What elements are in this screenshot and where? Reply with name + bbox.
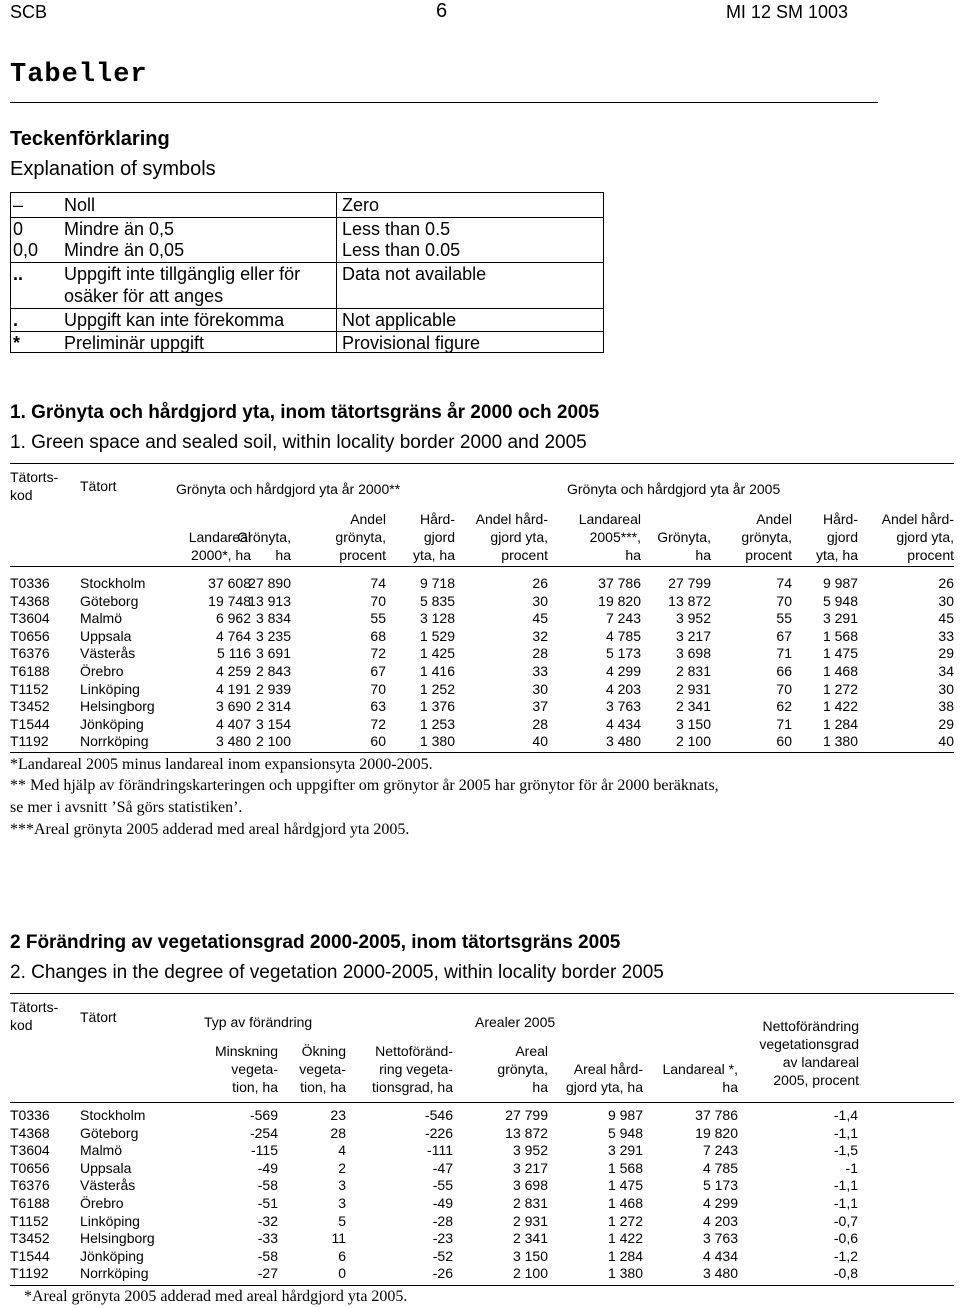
locality-code: T3452 (10, 698, 50, 715)
table2-col-header: Areal hård- gjord yta, ha (565, 1061, 643, 1095)
locality-code: T0656 (10, 627, 50, 644)
locality-name: Linköping (80, 1212, 140, 1229)
legend-en: Not applicable (342, 310, 457, 330)
table-cell: 4 259 (215, 663, 251, 679)
table-cell: 1 425 (419, 645, 455, 662)
locality-code: T0336 (10, 1107, 50, 1123)
table1-footnote: ***Areal grönyta 2005 adderad med areal hårdgjord yta 2005. (10, 821, 410, 838)
table-cell: -58 (257, 1177, 278, 1194)
table2-col-code: Tätorts- kod (10, 999, 59, 1033)
table2-bottom-rule (10, 1285, 954, 1286)
table-cell: 30 (938, 592, 954, 609)
table-cell: 1 380 (419, 733, 455, 750)
table1-col-name: Tätort (80, 478, 117, 494)
table-cell: 7 243 (702, 1142, 738, 1159)
table-row (0, 575, 960, 593)
locality-name: Uppsala (80, 627, 132, 644)
locality-name: Jönköping (80, 1247, 144, 1264)
table-cell: 1 416 (419, 663, 455, 679)
legend-sv: Preliminär uppgift (64, 333, 205, 353)
locality-code: T6188 (10, 663, 50, 679)
table-cell: -51 (257, 1195, 278, 1211)
table2-col-header: Landareal *, ha (662, 1061, 738, 1095)
table-cell: 2 100 (675, 733, 711, 750)
table1-title-sv: 1. Grönyta och hårdgjord yta, inom tätortsgräns år 2000 och 2005 (10, 402, 600, 423)
locality-code: T1544 (10, 715, 50, 732)
table-row (0, 698, 960, 716)
table-cell: 3 690 (215, 698, 251, 715)
table-cell: 29 (938, 645, 954, 662)
table1-col-header: Grönyta, ha (657, 529, 711, 563)
table-cell: 60 (776, 733, 792, 750)
table1-group-2000: Grönyta och hårdgjord yta år 2000** (176, 481, 401, 497)
table1-col-header: Grönyta, ha (237, 529, 291, 563)
table-cell: -52 (432, 1247, 453, 1264)
table-cell: -546 (424, 1107, 453, 1123)
page-title: Tabeller (10, 60, 148, 90)
table-cell: 1 568 (822, 627, 858, 644)
table-cell: 5 948 (822, 592, 858, 609)
table-cell: 19 820 (695, 1124, 738, 1141)
table-cell: 5 116 (217, 645, 251, 662)
table2-group-area: Arealer 2005 (475, 1014, 556, 1030)
table1-top-rule (10, 463, 954, 464)
locality-code: T3452 (10, 1230, 50, 1247)
legend-symbol: 0,0 (13, 240, 39, 260)
table-cell: 37 786 (695, 1107, 738, 1123)
table-cell: 2 (338, 1159, 346, 1176)
table-cell: 66 (776, 663, 792, 679)
table-row (0, 733, 960, 751)
table1-col-header: Andel hård- gjord yta, procent (881, 511, 954, 563)
locality-code: T1544 (10, 1247, 50, 1264)
legend-table (10, 192, 604, 353)
table2-top-rule (10, 993, 954, 994)
legend-sv-cont: osäker för att anges (64, 286, 224, 306)
table-cell: 1 376 (419, 698, 455, 715)
table1-col-header: Landareal 2000*, ha (188, 529, 251, 563)
locality-name: Malmö (80, 610, 123, 627)
table-cell: 40 (532, 733, 548, 750)
table-cell: 19 820 (598, 592, 641, 609)
table-cell: 2 931 (675, 680, 711, 697)
table-cell: 3 691 (255, 645, 291, 662)
legend-heading-sv: Teckenförklaring (10, 128, 170, 150)
table-row (0, 663, 960, 681)
table-cell: 1 422 (822, 698, 858, 715)
locality-name: Göteborg (80, 592, 139, 609)
table-cell: 1 475 (607, 1177, 643, 1194)
table-cell: 5 835 (419, 592, 455, 609)
table-cell: 7 243 (605, 610, 641, 627)
table2-title-sv: 2 Förändring av vegetationsgrad 2000-2005, inom tätortsgräns 2005 (10, 932, 621, 953)
table-cell: 4 764 (215, 627, 251, 644)
table-cell: 28 (532, 645, 548, 662)
table-cell: 3 698 (512, 1177, 548, 1194)
locality-name: Linköping (80, 680, 140, 697)
table-cell: 3 698 (675, 645, 711, 662)
table-cell: 5 (338, 1212, 346, 1229)
locality-name: Västerås (80, 1177, 136, 1194)
legend-heading-en: Explanation of symbols (10, 158, 216, 180)
locality-name: Norrköping (80, 1265, 149, 1282)
table1-col-header: Hård- gjord yta, ha (412, 511, 455, 563)
table-cell: 1 380 (822, 733, 858, 750)
table-cell: 3 128 (419, 610, 455, 627)
table-cell: 29 (938, 715, 954, 732)
table-cell: 6 (338, 1247, 346, 1264)
locality-name: Örebro (80, 663, 124, 679)
table-row (0, 1195, 960, 1213)
table-cell: 33 (532, 663, 548, 679)
table-cell: 2 931 (512, 1212, 548, 1229)
locality-name: Malmö (80, 1142, 123, 1159)
table-cell: 70 (776, 680, 792, 697)
table-cell: -1,4 (833, 1107, 858, 1123)
locality-code: T4368 (10, 592, 50, 609)
table-cell: 70 (776, 592, 792, 609)
table1-col-header: Andel hård- gjord yta, procent (475, 511, 548, 563)
table-cell: 1 529 (419, 627, 455, 644)
table-cell: 9 987 (822, 575, 858, 591)
table-cell: 5 173 (702, 1177, 738, 1194)
table-cell: 1 422 (607, 1230, 643, 1247)
locality-code: T1192 (10, 733, 49, 750)
table-cell: -111 (427, 1142, 453, 1159)
locality-code: T6188 (10, 1195, 50, 1211)
table-cell: 71 (776, 645, 792, 662)
table-cell: 1 468 (607, 1195, 643, 1211)
table-cell: -26 (432, 1265, 453, 1282)
table-cell: 4 191 (215, 680, 251, 697)
table-cell: -569 (249, 1107, 278, 1123)
table-row (0, 645, 960, 663)
legend-en: Data not available (342, 264, 487, 284)
locality-name: Göteborg (80, 1124, 139, 1141)
legend-sv: Noll (64, 195, 96, 215)
table1-group-2005: Grönyta och hårdgjord yta år 2005 (567, 481, 781, 497)
table-cell: 60 (370, 733, 386, 750)
table-cell: 3 (338, 1177, 346, 1194)
table-cell: 3 480 (702, 1265, 738, 1282)
table-cell: -32 (257, 1212, 278, 1229)
table1-col-header: Andel grönyta, procent (741, 511, 792, 563)
table-row (0, 628, 960, 646)
locality-name: Västerås (80, 645, 136, 662)
table-cell: 4 203 (605, 680, 641, 697)
table-cell: 1 272 (607, 1212, 643, 1229)
legend-en: Less than 0.05 (342, 240, 461, 260)
table-cell: -55 (432, 1177, 453, 1194)
table-cell: -1,5 (833, 1142, 858, 1159)
table-cell: 71 (776, 715, 792, 732)
table2-col-header: Areal grönyta, ha (497, 1043, 548, 1095)
table-cell: 26 (532, 575, 548, 591)
table-cell: 55 (370, 610, 386, 627)
table-cell: 3 834 (255, 610, 291, 627)
table-cell: 37 608 (208, 575, 251, 591)
header-right: MI 12 SM 1003 (725, 2, 848, 22)
table-cell: 40 (938, 733, 954, 750)
table-cell: 27 799 (668, 575, 711, 591)
table-cell: 11 (331, 1230, 346, 1247)
table-cell: 3 952 (675, 610, 711, 627)
locality-name: Uppsala (80, 1159, 132, 1176)
table-cell: 2 831 (512, 1195, 548, 1211)
table-cell: 37 786 (598, 575, 641, 591)
table-cell: 4 299 (605, 663, 641, 679)
table-cell: 67 (776, 627, 792, 644)
table-cell: 32 (532, 627, 548, 644)
table-cell: 13 913 (248, 592, 291, 609)
table-cell: 3 480 (215, 733, 251, 750)
table-row (0, 1213, 960, 1231)
legend-sv: Uppgift inte tillgänglig eller för (64, 264, 301, 284)
table-cell: 4 434 (702, 1247, 738, 1264)
table2-col-name: Tätort (80, 1009, 117, 1025)
table-cell: 68 (370, 627, 386, 644)
locality-name: Stockholm (80, 1107, 146, 1123)
table-cell: 1 253 (419, 715, 455, 732)
table-cell: -1,1 (833, 1124, 858, 1141)
table-cell: 2 100 (255, 733, 291, 750)
table-cell: 38 (938, 698, 954, 715)
table-cell: 45 (938, 610, 954, 627)
table-cell: 74 (370, 575, 386, 591)
legend-en: Less than 0.5 (342, 219, 451, 239)
table-cell: 2 831 (675, 663, 711, 679)
table-cell: 3 291 (607, 1142, 643, 1159)
header-left: SCB (10, 2, 48, 22)
table1-bottom-rule (10, 752, 954, 753)
table1-title-en: 1. Green space and sealed soil, within locality border 2000 and 2005 (10, 432, 587, 453)
legend-symbol: . (13, 310, 19, 330)
page-number: 6 (436, 0, 448, 22)
table-cell: -0,6 (833, 1230, 858, 1247)
table-cell: -49 (432, 1195, 453, 1211)
locality-code: T3604 (10, 1142, 50, 1159)
table2-col-header: Nettoföränd- ring vegeta- tionsgrad, ha (372, 1043, 453, 1095)
table-cell: 70 (370, 680, 386, 697)
table-row (0, 1177, 960, 1195)
table-cell: 3 763 (702, 1230, 738, 1247)
table2-group-change: Typ av förändring (204, 1014, 313, 1030)
table-cell: 6 962 (215, 610, 251, 627)
table-cell: 4 434 (605, 715, 641, 732)
legend-en: Provisional figure (342, 333, 481, 353)
table-cell: 3 150 (512, 1247, 548, 1264)
table-cell: 28 (532, 715, 548, 732)
table-cell: -254 (249, 1124, 278, 1141)
locality-name: Stockholm (80, 575, 146, 591)
table-cell: 4 785 (702, 1159, 738, 1176)
title-rule (10, 102, 878, 103)
table-cell: 3 (338, 1195, 346, 1211)
table2-col-header: Minskning vegeta- tion, ha (214, 1043, 278, 1095)
table1-footnote: ** Med hjälp av förändringskarteringen och uppgifter om grönytor år 2005 har grönytor för år 2000 beräknats, (10, 777, 719, 794)
legend-en: Zero (342, 195, 380, 215)
table-cell: 13 872 (505, 1124, 548, 1141)
table-row (0, 1230, 960, 1248)
table-cell: 3 154 (255, 715, 291, 732)
locality-name: Jönköping (80, 715, 144, 732)
locality-code: T6376 (10, 1177, 50, 1194)
table1-col-header: Andel grönyta, procent (335, 511, 386, 563)
table1-col-code: Tätorts- kod (10, 469, 59, 503)
table-cell: 72 (370, 715, 386, 732)
table-cell: -1,2 (833, 1247, 858, 1264)
table-cell: 2 341 (675, 698, 711, 715)
table2-header-rule (10, 1102, 954, 1103)
table-cell: 27 890 (248, 575, 291, 591)
locality-name: Helsingborg (80, 698, 155, 715)
table-cell: 1 475 (822, 645, 858, 662)
table-cell: 23 (330, 1107, 346, 1123)
table-cell: -27 (257, 1265, 278, 1282)
table2-title-en: 2. Changes in the degree of vegetation 2000-2005, within locality border 2005 (10, 962, 664, 983)
table-cell: 2 314 (255, 698, 291, 715)
legend-sv: Uppgift kan inte förekomma (64, 310, 285, 330)
table-cell: -58 (257, 1247, 278, 1264)
table-row (0, 1248, 960, 1266)
table-cell: 0 (338, 1265, 346, 1282)
table-cell: -0,7 (833, 1212, 858, 1229)
table-cell: 1 568 (607, 1159, 643, 1176)
table-cell: 4 299 (702, 1195, 738, 1211)
table-cell: 4 (338, 1142, 346, 1159)
table-cell: 27 799 (505, 1107, 548, 1123)
legend-symbol: 0 (13, 219, 24, 239)
table-cell: 3 291 (822, 610, 858, 627)
table-cell: 45 (532, 610, 548, 627)
table-cell: 67 (370, 663, 386, 679)
table-cell: 13 872 (668, 592, 711, 609)
table-row (0, 1125, 960, 1143)
table-row (0, 716, 960, 734)
locality-name: Helsingborg (80, 1230, 155, 1247)
table-cell: 9 718 (419, 575, 455, 591)
table-row (0, 681, 960, 699)
table1-col-header: Landareal 2005***, ha (578, 511, 641, 563)
table-cell: 28 (330, 1124, 346, 1141)
table-cell: -33 (257, 1230, 278, 1247)
table-cell: 72 (370, 645, 386, 662)
locality-code: T6376 (10, 645, 50, 662)
locality-code: T4368 (10, 1124, 50, 1141)
table-cell: -23 (432, 1230, 453, 1247)
table-cell: 1 468 (822, 663, 858, 679)
table-cell: 3 480 (605, 733, 641, 750)
locality-code: T0336 (10, 575, 50, 591)
table-row (0, 1107, 960, 1125)
table-cell: 2 843 (255, 663, 291, 679)
table-cell: -1,1 (833, 1177, 858, 1194)
table-cell: 1 284 (607, 1247, 643, 1264)
table-cell: 2 939 (255, 680, 291, 697)
table-cell: -47 (432, 1159, 453, 1176)
legend-sv: Mindre än 0,5 (64, 219, 175, 239)
table-cell: 9 987 (607, 1107, 643, 1123)
table-cell: -49 (257, 1159, 278, 1176)
table-cell: 19 748 (208, 592, 251, 609)
table-cell: 1 252 (419, 680, 455, 697)
table2-footnote: *Areal grönyta 2005 adderad med areal hårdgjord yta 2005. (24, 1288, 408, 1305)
table-cell: -1,1 (833, 1195, 858, 1211)
table-cell: 3 150 (675, 715, 711, 732)
table-row (0, 593, 960, 611)
table-cell: 30 (532, 680, 548, 697)
table-row (0, 610, 960, 628)
table-cell: 4 407 (215, 715, 251, 732)
table-cell: 5 173 (605, 645, 641, 662)
locality-code: T3604 (10, 610, 50, 627)
table-row (0, 1142, 960, 1160)
table1-footnote: se mer i avsnitt ’Så görs statistiken’. (10, 799, 243, 816)
table-row (0, 1160, 960, 1178)
legend-sv: Mindre än 0,05 (64, 240, 185, 260)
locality-name: Norrköping (80, 733, 149, 750)
table-cell: 33 (938, 627, 954, 644)
table-cell: 34 (938, 663, 954, 679)
table-cell: -28 (432, 1212, 453, 1229)
table-row (0, 1265, 960, 1283)
table1-footnote: *Landareal 2005 minus landareal inom expansionsyta 2000-2005. (10, 756, 433, 773)
legend-symbol: – (13, 195, 24, 215)
table-cell: 63 (370, 698, 386, 715)
table-cell: 55 (776, 610, 792, 627)
table-cell: 70 (370, 592, 386, 609)
table-cell: 74 (776, 575, 792, 591)
table-cell: -1 (845, 1159, 858, 1176)
table-cell: 3 235 (255, 627, 291, 644)
table-cell: 2 100 (512, 1265, 548, 1282)
locality-code: T1152 (10, 1212, 49, 1229)
table2-col-header: Ökning vegeta- tion, ha (299, 1043, 346, 1095)
table-cell: 30 (938, 680, 954, 697)
table2-group-net: Nettoförändring vegetationsgrad av landareal 2005, procent (759, 1018, 859, 1088)
table-cell: 3 763 (605, 698, 641, 715)
table-cell: 3 217 (512, 1159, 548, 1176)
locality-code: T1152 (10, 680, 49, 697)
table-cell: -0,8 (833, 1265, 858, 1282)
table-cell: 1 380 (607, 1265, 643, 1282)
table-cell: 3 952 (512, 1142, 548, 1159)
table1-col-header: Hård- gjord yta, ha (815, 511, 858, 563)
table-cell: 30 (532, 592, 548, 609)
table-cell: 4 785 (605, 627, 641, 644)
table-cell: 4 203 (702, 1212, 738, 1229)
table-cell: 1 272 (822, 680, 858, 697)
legend-symbol: .. (13, 264, 24, 284)
table-cell: -226 (424, 1124, 453, 1141)
table-cell: -115 (251, 1142, 278, 1159)
table-cell: 26 (938, 575, 954, 591)
table-cell: 1 284 (822, 715, 858, 732)
table-cell: 62 (776, 698, 792, 715)
table1-header-rule (10, 566, 954, 567)
table-cell: 37 (532, 698, 548, 715)
table-cell: 2 341 (512, 1230, 548, 1247)
locality-name: Örebro (80, 1195, 124, 1211)
table-cell: 5 948 (607, 1124, 643, 1141)
legend-symbol: * (13, 333, 21, 353)
locality-code: T0656 (10, 1159, 50, 1176)
table-cell: 3 217 (675, 627, 711, 644)
locality-code: T1192 (10, 1265, 49, 1282)
